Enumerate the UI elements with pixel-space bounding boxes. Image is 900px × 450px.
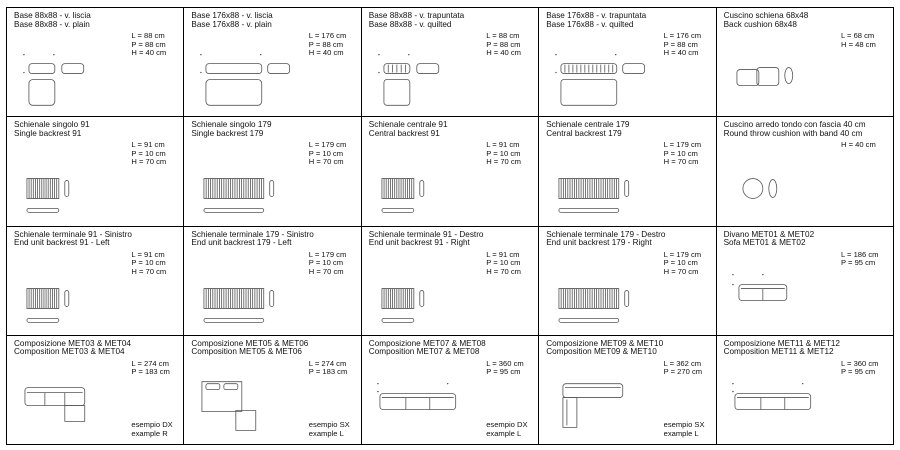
product-cell bbox=[539, 117, 716, 226]
product-cell bbox=[539, 336, 716, 445]
title-english: Sofa MET01 & MET02 bbox=[723, 238, 806, 248]
product-cell bbox=[717, 8, 894, 117]
product-cell bbox=[184, 336, 361, 445]
title-english: Single backrest 91 bbox=[14, 128, 82, 138]
dimension-value: L = 186 cm bbox=[840, 249, 879, 259]
dimension-value: P = 10 cm bbox=[308, 258, 344, 267]
dimension-value: H = 70 cm bbox=[131, 266, 167, 276]
product-cell bbox=[362, 8, 539, 117]
technical-drawing bbox=[717, 8, 893, 116]
product-cell bbox=[362, 336, 539, 445]
technical-drawing bbox=[717, 227, 893, 335]
title-english: Round throw cushion with band 40 cm bbox=[723, 128, 863, 138]
dimension-value: P = 10 cm bbox=[131, 258, 166, 267]
dimension-value: P = 88 cm bbox=[131, 39, 166, 49]
product-cell bbox=[539, 227, 716, 336]
title-english: Base 176x88 - v. quilted bbox=[546, 19, 634, 29]
dimension-value: P = 10 cm bbox=[131, 148, 166, 158]
technical-drawing bbox=[184, 336, 360, 444]
title-italian: Base 88x88 - v. liscia bbox=[14, 11, 91, 20]
dimension-value: H = 70 cm bbox=[663, 157, 699, 167]
title-italian: Schienale terminale 91 - Sinistro bbox=[14, 229, 132, 239]
title-italian: Composizione MET03 & MET04 bbox=[14, 338, 131, 348]
product-cell bbox=[717, 336, 894, 445]
note-line: esempio DX bbox=[486, 420, 528, 429]
title-italian: Cuscino arredo tondo con fascia 40 cm bbox=[723, 120, 866, 130]
dimension-value: H = 70 cm bbox=[308, 266, 344, 276]
technical-drawing bbox=[539, 227, 715, 335]
note-line: example R bbox=[131, 428, 168, 438]
title-english: End unit backrest 179 - Right bbox=[546, 238, 652, 248]
title-italian: Schienale singolo 91 bbox=[14, 120, 90, 130]
title-english: Base 88x88 - v. quilted bbox=[368, 19, 452, 29]
technical-drawing bbox=[362, 336, 538, 444]
dimension-value: H = 40 cm bbox=[840, 140, 876, 150]
product-cell bbox=[7, 8, 184, 117]
dimension-value: L = 91 cm bbox=[486, 140, 520, 150]
dimension-value: L = 179 cm bbox=[663, 140, 702, 150]
dimension-value: P = 88 cm bbox=[486, 39, 521, 49]
technical-drawing bbox=[717, 117, 893, 225]
dimension-value: H = 40 cm bbox=[131, 48, 167, 57]
dimension-value: L = 179 cm bbox=[308, 249, 347, 259]
dimension-value: P = 270 cm bbox=[663, 367, 703, 377]
dimension-value: L = 274 cm bbox=[308, 358, 347, 368]
note-line: example L bbox=[308, 428, 344, 438]
note-line: example L bbox=[486, 428, 522, 438]
dimension-value: L = 179 cm bbox=[663, 249, 702, 259]
product-cell bbox=[717, 117, 894, 226]
product-cell bbox=[362, 117, 539, 226]
technical-drawing bbox=[184, 227, 360, 335]
technical-drawing bbox=[7, 336, 183, 444]
dimension-value: L = 91 cm bbox=[486, 249, 520, 259]
technical-drawing bbox=[539, 117, 715, 225]
note-line: esempio SX bbox=[663, 420, 705, 429]
note-line: example L bbox=[663, 428, 699, 438]
title-english: End unit backrest 179 - Left bbox=[191, 238, 292, 248]
title-italian: Base 176x88 - v. trapuntata bbox=[546, 11, 647, 20]
dimension-value: P = 95 cm bbox=[840, 367, 876, 377]
dimension-value: L = 360 cm bbox=[486, 358, 524, 368]
technical-drawing bbox=[7, 8, 183, 116]
dimension-value: P = 10 cm bbox=[486, 258, 521, 267]
dimension-value: H = 40 cm bbox=[308, 48, 344, 57]
dimension-value: L = 91 cm bbox=[131, 140, 165, 150]
dimension-value: L = 362 cm bbox=[663, 358, 702, 368]
product-cell bbox=[717, 227, 894, 336]
title-italian: Base 176x88 - v. liscia bbox=[191, 11, 273, 20]
dimension-value: P = 10 cm bbox=[486, 148, 521, 158]
dimension-value: P = 10 cm bbox=[308, 148, 344, 158]
title-english: Composition MET09 & MET10 bbox=[546, 347, 657, 357]
title-english: Composition MET07 & MET08 bbox=[368, 347, 480, 357]
technical-drawing bbox=[539, 336, 715, 444]
title-italian: Composizione MET11 & MET12 bbox=[723, 338, 840, 348]
title-italian: Schienale centrale 91 bbox=[368, 120, 448, 130]
title-italian: Schienale singolo 179 bbox=[191, 120, 272, 130]
technical-drawing bbox=[7, 117, 183, 225]
title-english: Central backrest 91 bbox=[368, 128, 440, 138]
dimension-value: L = 88 cm bbox=[486, 31, 520, 40]
product-cell bbox=[184, 227, 361, 336]
dimension-value: H = 40 cm bbox=[486, 48, 522, 57]
title-italian: Composizione MET07 & MET08 bbox=[368, 338, 486, 348]
dimension-value: P = 10 cm bbox=[663, 258, 698, 267]
dimension-value: H = 70 cm bbox=[308, 157, 344, 167]
technical-drawing bbox=[184, 8, 360, 116]
dimension-value: L = 360 cm bbox=[840, 358, 879, 368]
title-italian: Schienale terminale 179 - Destro bbox=[546, 229, 666, 239]
title-english: Composition MET05 & MET06 bbox=[191, 347, 302, 357]
title-italian: Schienale terminale 179 - Sinistro bbox=[191, 229, 314, 239]
product-sheet-grid bbox=[6, 7, 894, 445]
technical-drawing bbox=[362, 8, 538, 116]
dimension-value: H = 70 cm bbox=[131, 157, 167, 167]
technical-drawing bbox=[362, 117, 538, 225]
product-cell bbox=[184, 8, 361, 117]
technical-drawing bbox=[539, 8, 715, 116]
title-english: Single backrest 179 bbox=[191, 128, 264, 138]
dimension-value: H = 70 cm bbox=[663, 266, 699, 276]
product-cell bbox=[7, 227, 184, 336]
title-english: Composition MET03 & MET04 bbox=[14, 347, 125, 357]
technical-drawing bbox=[7, 227, 183, 335]
dimension-value: H = 48 cm bbox=[840, 39, 876, 49]
technical-drawing bbox=[362, 227, 538, 335]
title-english: Base 176x88 - v. plain bbox=[191, 19, 272, 29]
technical-drawing bbox=[184, 117, 360, 225]
dimension-value: L = 88 cm bbox=[131, 31, 165, 40]
title-english: Composition MET11 & MET12 bbox=[723, 347, 834, 357]
title-english: End unit backrest 91 - Left bbox=[14, 238, 110, 248]
title-italian: Schienale centrale 179 bbox=[546, 120, 630, 130]
product-cell bbox=[362, 227, 539, 336]
dimension-value: P = 183 cm bbox=[308, 367, 348, 377]
dimension-value: L = 91 cm bbox=[131, 249, 165, 259]
dimension-value: L = 68 cm bbox=[840, 31, 875, 40]
dimension-value: H = 70 cm bbox=[486, 157, 522, 167]
dimension-value: L = 179 cm bbox=[308, 140, 347, 150]
dimension-value: L = 176 cm bbox=[308, 31, 347, 40]
dimension-value: H = 40 cm bbox=[663, 48, 699, 57]
title-italian: Composizione MET05 & MET06 bbox=[191, 338, 309, 348]
dimension-value: P = 183 cm bbox=[131, 367, 170, 377]
title-english: End unit backrest 91 - Right bbox=[368, 238, 470, 248]
title-english: Back cushion 68x48 bbox=[723, 19, 797, 29]
product-cell bbox=[7, 117, 184, 226]
title-italian: Divano MET01 & MET02 bbox=[723, 229, 815, 239]
dimension-value: P = 10 cm bbox=[663, 148, 698, 158]
technical-drawing bbox=[717, 336, 893, 444]
title-italian: Base 88x88 - v. trapuntata bbox=[368, 11, 465, 20]
product-cell bbox=[184, 117, 361, 226]
dimension-value: L = 274 cm bbox=[131, 358, 169, 368]
title-english: Base 88x88 - v. plain bbox=[14, 19, 90, 29]
product-cell bbox=[539, 8, 716, 117]
title-italian: Composizione MET09 & MET10 bbox=[546, 338, 664, 348]
note-line: esempio SX bbox=[308, 420, 350, 429]
product-cell bbox=[7, 336, 184, 445]
dimension-value: H = 70 cm bbox=[486, 266, 522, 276]
title-english: Central backrest 179 bbox=[546, 128, 622, 138]
title-italian: Schienale terminale 91 - Destro bbox=[368, 229, 484, 239]
dimension-value: L = 176 cm bbox=[663, 31, 702, 40]
title-italian: Cuscino schiena 68x48 bbox=[723, 11, 809, 20]
dimension-value: P = 88 cm bbox=[308, 39, 344, 49]
note-line: esempio DX bbox=[131, 420, 173, 429]
dimension-value: P = 95 cm bbox=[486, 367, 521, 377]
dimension-value: P = 88 cm bbox=[663, 39, 698, 49]
dimension-value: P = 95 cm bbox=[840, 258, 876, 267]
